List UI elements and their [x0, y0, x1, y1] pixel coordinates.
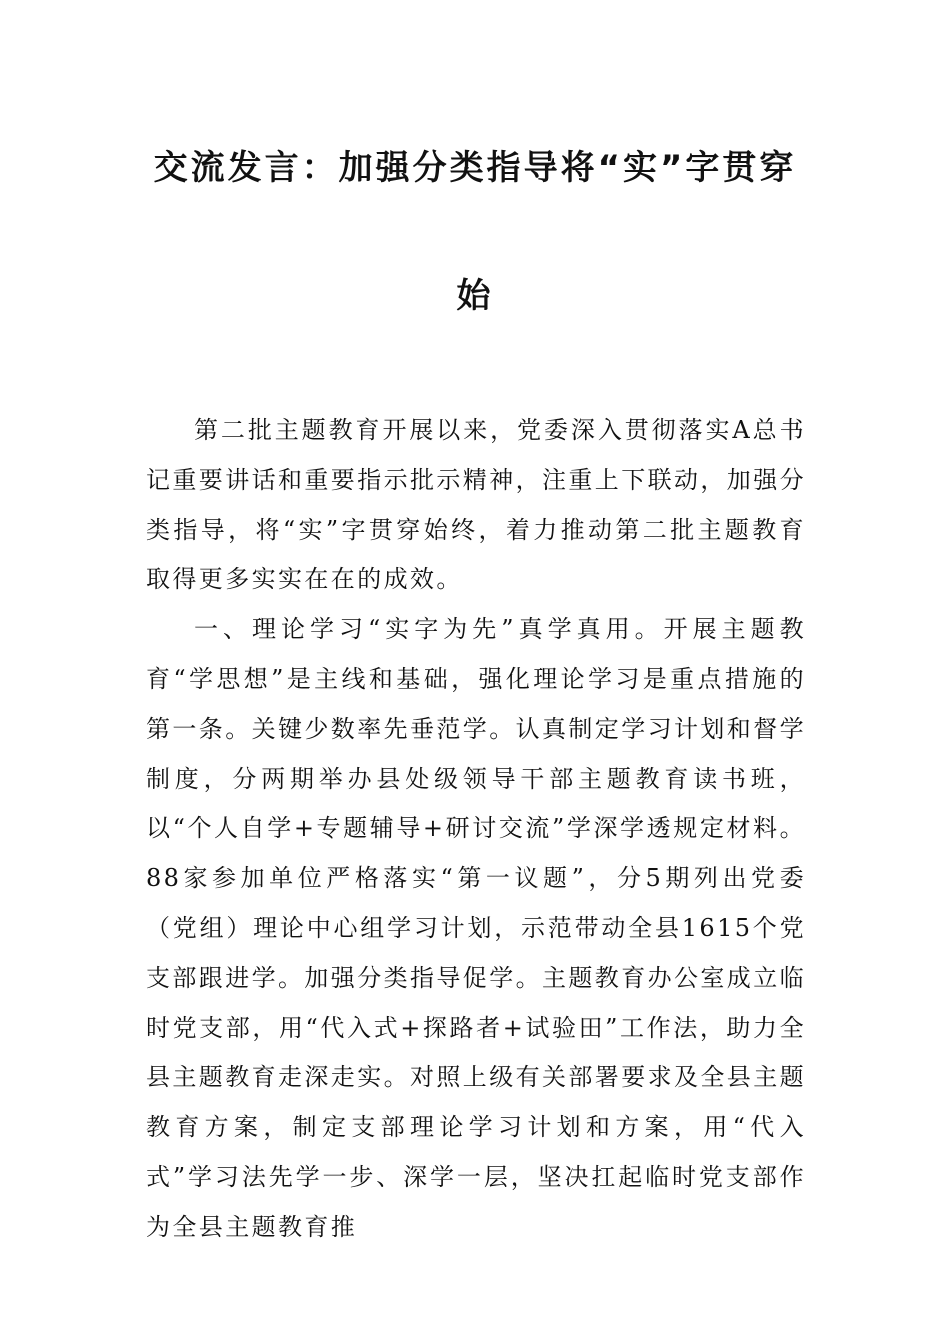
title-line-1: 交流发言：加强分类指导将“实”字贯穿 — [153, 148, 797, 188]
document-title — [150, 150, 800, 406]
paragraph-intro: 第二批主题教育开展以来，党委深入贯彻落实A总书记重要讲话和重要指示批示精神，注重上下联动，加强分类指导，将“实”字贯穿始终，着力推动第二批主题教育取得更多实实在在的成效。 — [146, 416, 806, 594]
paragraph-section-1: 一、理论学习“实字为先”真学真用。开展主题教育“学思想”是主线和基础，强化理论学习是重点措施的第一条。关键少数率先垂范学。认真制定学习计划和督学制度，分两期举办县处级领导干部主题教育读书班，以“个人自学+专题辅导+研讨交流”学深学透规定材料。88家参加单位严格落实“第一议题”，分5期列出党委（党组）理论中心组学习计划，示范带动全县1615个党支部跟进学。加强分类指导促学。主题教育办公室成立临时党支部，用“代入式+探路者+试验田”工作法，助力全县主题教育走深走实。对照上级有关部署要求及全县主题教育方案，制定支部理论学习计划和方案，用“代入式”学习法先学一步、深学一层，坚决扛起临时党支部作为全县主题教育推 — [146, 615, 806, 1241]
document-body — [146, 406, 806, 1253]
title-line-2: 始 — [456, 276, 494, 316]
